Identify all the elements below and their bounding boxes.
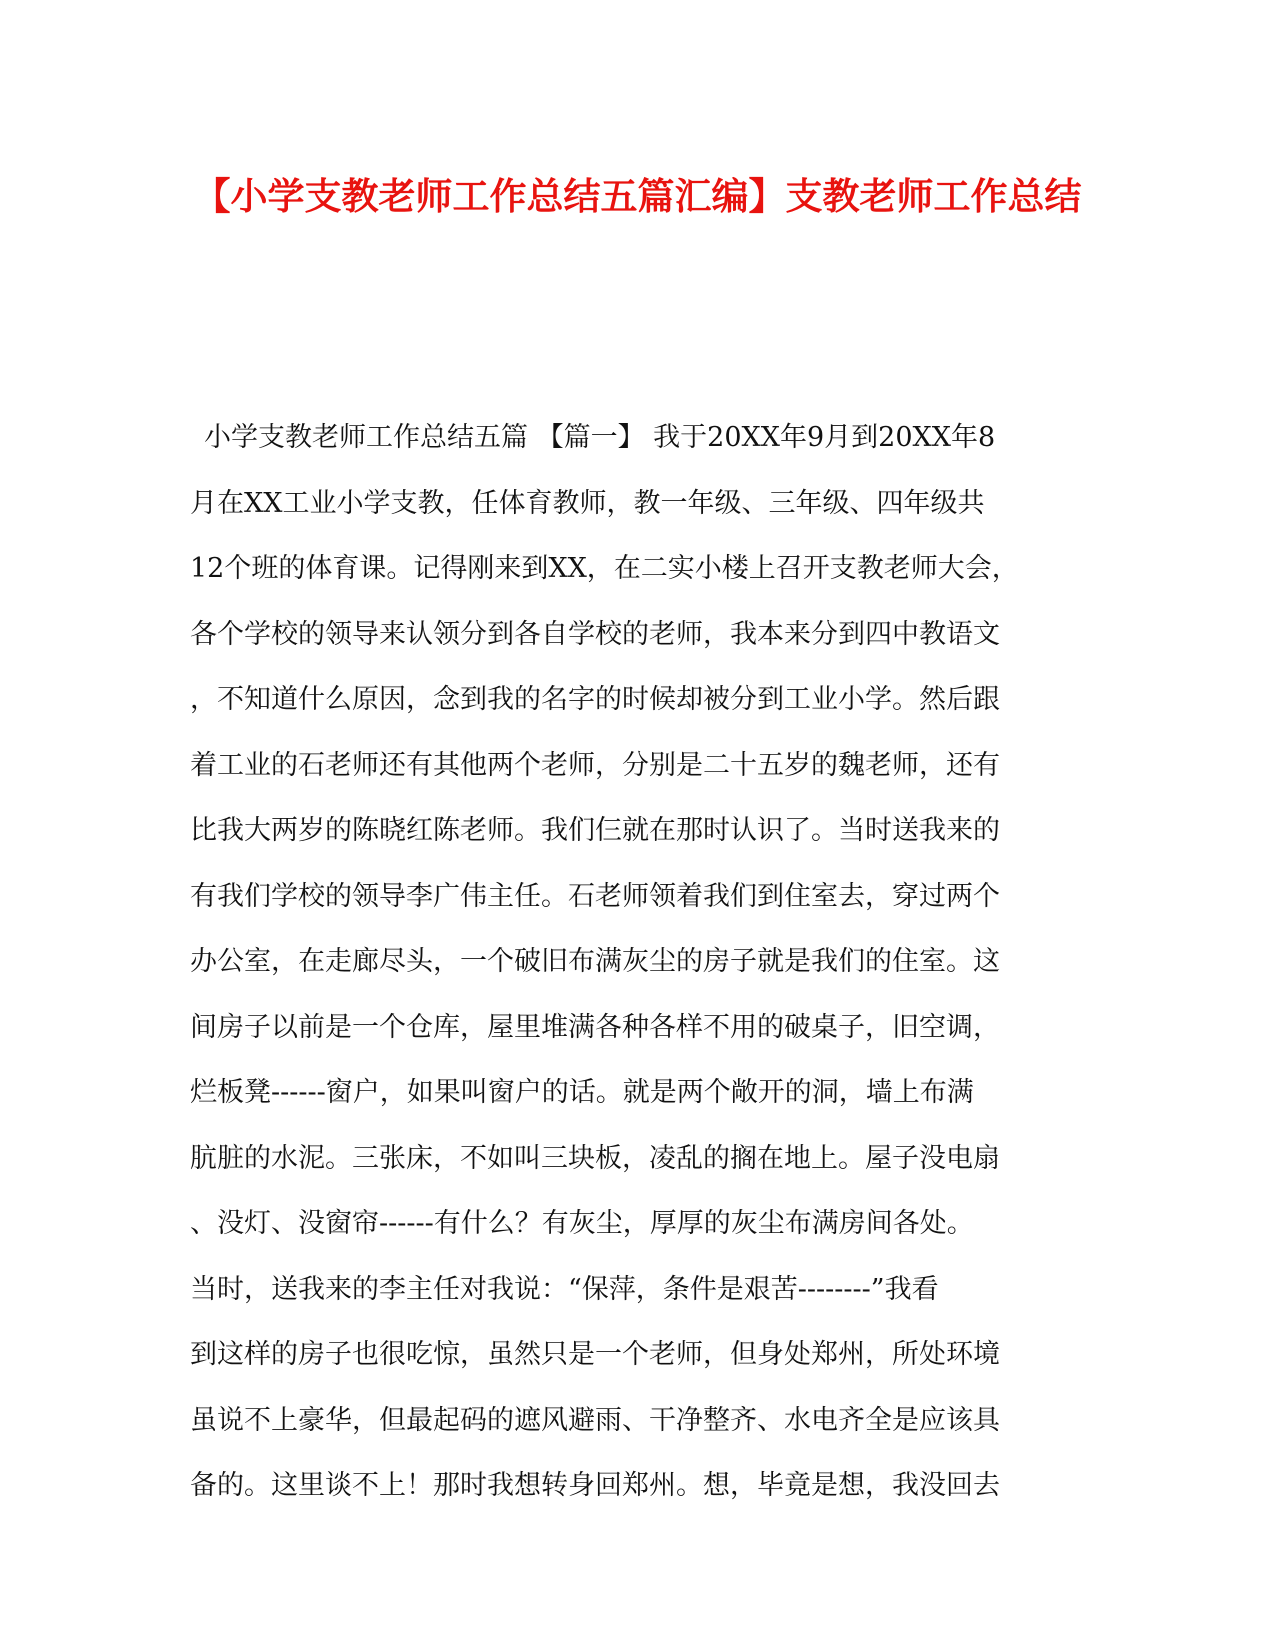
body-line: 虽说不上豪华，但最起码的遮风避雨、干净整齐、水电齐全是应该具 xyxy=(190,1404,1000,1436)
body-line: 、没灯、没窗帘------有什么？有灰尘，厚厚的灰尘布满房间各处。 xyxy=(190,1208,974,1239)
document-title: 【小学支教老师工作总结五篇汇编】支教老师工作总结 xyxy=(193,174,1082,218)
body-line: 12个班的体育课。记得刚来到XX，在二实小楼上召开支教老师大会， xyxy=(190,553,1019,584)
body-line: 着工业的石老师还有其他两个老师，分别是二十五岁的魏老师，还有 xyxy=(190,749,1000,781)
body-line: 间房子以前是一个仓库，屋里堆满各种各样不用的破桌子，旧空调， xyxy=(190,1011,1000,1043)
body-line: 烂板凳------窗户，如果叫窗户的话。就是两个敞开的洞，墙上布满 xyxy=(190,1077,974,1108)
body-line: 办公室，在走廊尽头，一个破旧布满灰尘的房子就是我们的住室。这 xyxy=(190,946,1000,977)
body-line: 各个学校的领导来认领分到各自学校的老师，我本来分到四中教语文 xyxy=(190,618,1000,650)
body-line: ，不知道什么原因，念到我的名字的时候却被分到工业小学。然后跟 xyxy=(190,684,1000,715)
body-line: 月在XX工业小学支教，任体育教师，教一年级、三年级、四年级共 xyxy=(190,487,985,519)
body-line: 到这样的房子也很吃惊，虽然只是一个老师，但身处郑州，所处环境 xyxy=(190,1339,1000,1370)
body-line: 比我大两岁的陈晓红陈老师。我们仨就在那时认识了。当时送我来的 xyxy=(190,815,1000,846)
body-line: 有我们学校的领导李广伟主任。石老师领着我们到住室去，穿过两个 xyxy=(190,880,1000,912)
body-line: 小学支教老师工作总结五篇 【篇一】 我于20XX年9月到20XX年8 xyxy=(204,422,996,453)
body-line: 当时，送我来的李主任对我说：“保萍，条件是艰苦--------”我看 xyxy=(190,1273,939,1305)
document-body xyxy=(190,405,1070,1519)
body-line: 肮脏的水泥。三张床，不如叫三块板，凌乱的搁在地上。屋子没电扇 xyxy=(190,1142,1000,1174)
body-line: 备的。这里谈不上！那时我想转身回郑州。想，毕竟是想，我没回去 xyxy=(190,1470,1000,1501)
